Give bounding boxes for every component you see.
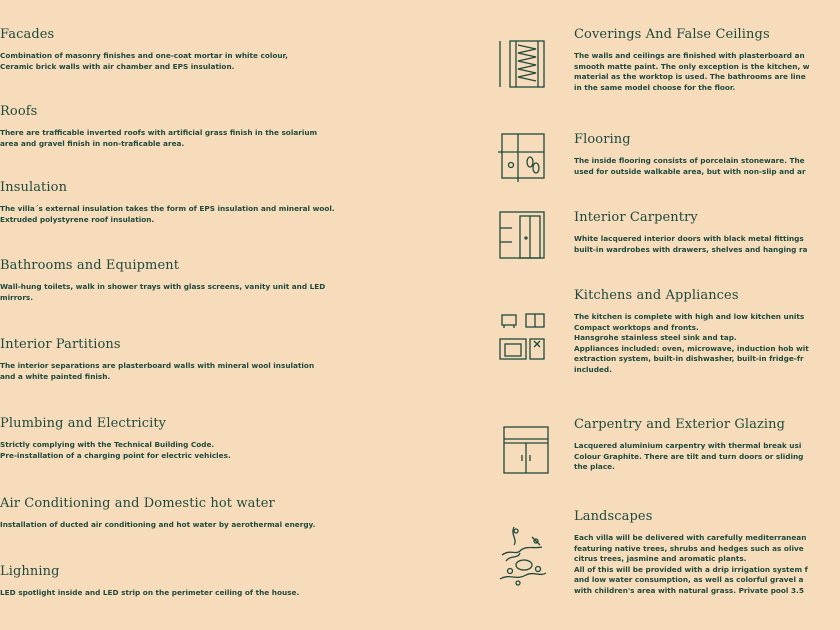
text-line: Ceramic brick walls with air chamber and EPS insulation. bbox=[0, 61, 235, 71]
text-line: LED spotlight inside and LED strip on the perimeter ceiling of the house. bbox=[0, 588, 300, 597]
section-title: Flooring bbox=[574, 132, 631, 147]
kitchen-appliances-icon bbox=[496, 312, 548, 362]
window-icon bbox=[496, 423, 550, 475]
floor-tiles-icon bbox=[496, 132, 548, 182]
text-line: included. bbox=[574, 364, 612, 374]
section-text bbox=[0, 440, 395, 461]
section-text bbox=[0, 128, 395, 149]
section-air-conditioning bbox=[0, 496, 395, 531]
section-title: Air Conditioning and Domestic hot water bbox=[0, 496, 275, 511]
section-title: Landscapes bbox=[574, 509, 653, 524]
section-bathrooms bbox=[0, 258, 395, 303]
text-line: and low water consumption, as well as colorful gravel a bbox=[574, 575, 804, 584]
section-text bbox=[574, 441, 840, 473]
text-line: material as the worktop is used. The bathrooms are line bbox=[574, 72, 806, 81]
text-line: smooth matte paint. The only exception is the kitchen, w bbox=[574, 61, 810, 71]
section-title: Coverings And False Ceilings bbox=[574, 27, 770, 42]
text-line: extraction system, built-in dishwasher, built-in fridge-fr bbox=[574, 354, 804, 363]
section-text bbox=[0, 361, 395, 382]
text-line: White lacquered interior doors with black metal fittings bbox=[574, 234, 804, 243]
text-line: Strictly complying with the Technical Building Code. bbox=[0, 440, 215, 449]
text-line: citrus trees, jasmine and aromatic plants. bbox=[574, 554, 747, 563]
interior-door-icon bbox=[496, 210, 548, 260]
text-line: There are trafficable inverted roofs with artificial grass finish in the solarium bbox=[0, 128, 318, 137]
section-text bbox=[574, 533, 840, 596]
section-title: Roofs bbox=[0, 104, 38, 119]
wall-insulation-icon bbox=[496, 40, 548, 88]
text-line: Wall-hung toilets, walk in shower trays with glass screens, vanity unit and LED bbox=[0, 282, 326, 291]
text-line: used for outside walkable area, but with non-slip and ar bbox=[574, 166, 806, 176]
section-text bbox=[574, 312, 840, 375]
section-title: Facades bbox=[0, 27, 55, 42]
section-title: Interior Carpentry bbox=[574, 210, 698, 225]
text-line: the place. bbox=[574, 462, 615, 471]
text-line: Extruded polystyrene roof insulation. bbox=[0, 214, 155, 224]
section-text bbox=[0, 520, 395, 531]
text-line: Combination of masonry finishes and one-coat mortar in white colour, bbox=[0, 51, 288, 60]
section-title: Bathrooms and Equipment bbox=[0, 258, 180, 273]
section-text bbox=[0, 51, 395, 72]
section-text bbox=[0, 282, 395, 303]
section-text bbox=[0, 588, 395, 599]
text-line: Each villa will be delivered with carefully mediterranean bbox=[574, 533, 807, 542]
section-text bbox=[0, 204, 395, 225]
text-line: Pre-installation of a charging point for electric vehicles. bbox=[0, 450, 231, 460]
section-title: Insulation bbox=[0, 180, 68, 195]
section-lighting bbox=[0, 564, 395, 599]
text-line: in the same model choose for the floor. bbox=[574, 82, 736, 92]
text-line: area and gravel finish in non-traficable area. bbox=[0, 138, 185, 148]
section-text bbox=[574, 51, 840, 93]
text-line: Installation of ducted air conditioning and hot water by aerothermal energy. bbox=[0, 520, 316, 529]
text-line: Lacquered aluminium carpentry with thermal break usi bbox=[574, 441, 802, 450]
text-line: The walls and ceilings are finished with plasterboard an bbox=[574, 51, 805, 60]
text-line: The interior separations are plasterboard walls with mineral wool insulation bbox=[0, 361, 315, 370]
text-line: featuring native trees, shrubs and hedges such as olive bbox=[574, 543, 804, 553]
section-title: Kitchens and Appliances bbox=[574, 288, 739, 303]
text-line: The kitchen is complete with high and low kitchen units bbox=[574, 312, 805, 321]
text-line: The villa´s external insulation takes the form of EPS insulation and mineral wool. bbox=[0, 204, 335, 213]
text-line: All of this will be provided with a drip irrigation system f bbox=[574, 564, 808, 574]
text-line: Appliances included: oven, microwave, induction hob wit bbox=[574, 343, 809, 353]
section-title: Interior Partitions bbox=[0, 337, 121, 352]
section-facades bbox=[0, 27, 395, 72]
text-line: mirrors. bbox=[0, 292, 34, 302]
section-roofs bbox=[0, 104, 395, 149]
section-title: Carpentry and Exterior Glazing bbox=[574, 417, 786, 432]
section-title: Plumbing and Electricity bbox=[0, 416, 167, 431]
section-insulation bbox=[0, 180, 395, 225]
text-line: with children's area with natural grass. Private pool 3.5 bbox=[574, 585, 804, 595]
text-line: Hansgrohe stainless steel sink and tap. bbox=[574, 333, 737, 342]
section-title: Lighning bbox=[0, 564, 60, 579]
section-text bbox=[574, 234, 840, 255]
text-line: built-in wardrobes with drawers, shelves and hanging ra bbox=[574, 244, 808, 254]
section-text bbox=[574, 156, 840, 177]
landscape-plants-icon bbox=[496, 525, 552, 587]
text-line: Compact worktops and fronts. bbox=[574, 322, 699, 332]
text-line: and a white painted finish. bbox=[0, 371, 111, 381]
text-line: Colour Graphite. There are tilt and turn doors or sliding bbox=[574, 451, 804, 461]
section-plumbing bbox=[0, 416, 395, 461]
text-line: The inside flooring consists of porcelain stoneware. The bbox=[574, 156, 805, 165]
section-interior-partitions bbox=[0, 337, 395, 382]
